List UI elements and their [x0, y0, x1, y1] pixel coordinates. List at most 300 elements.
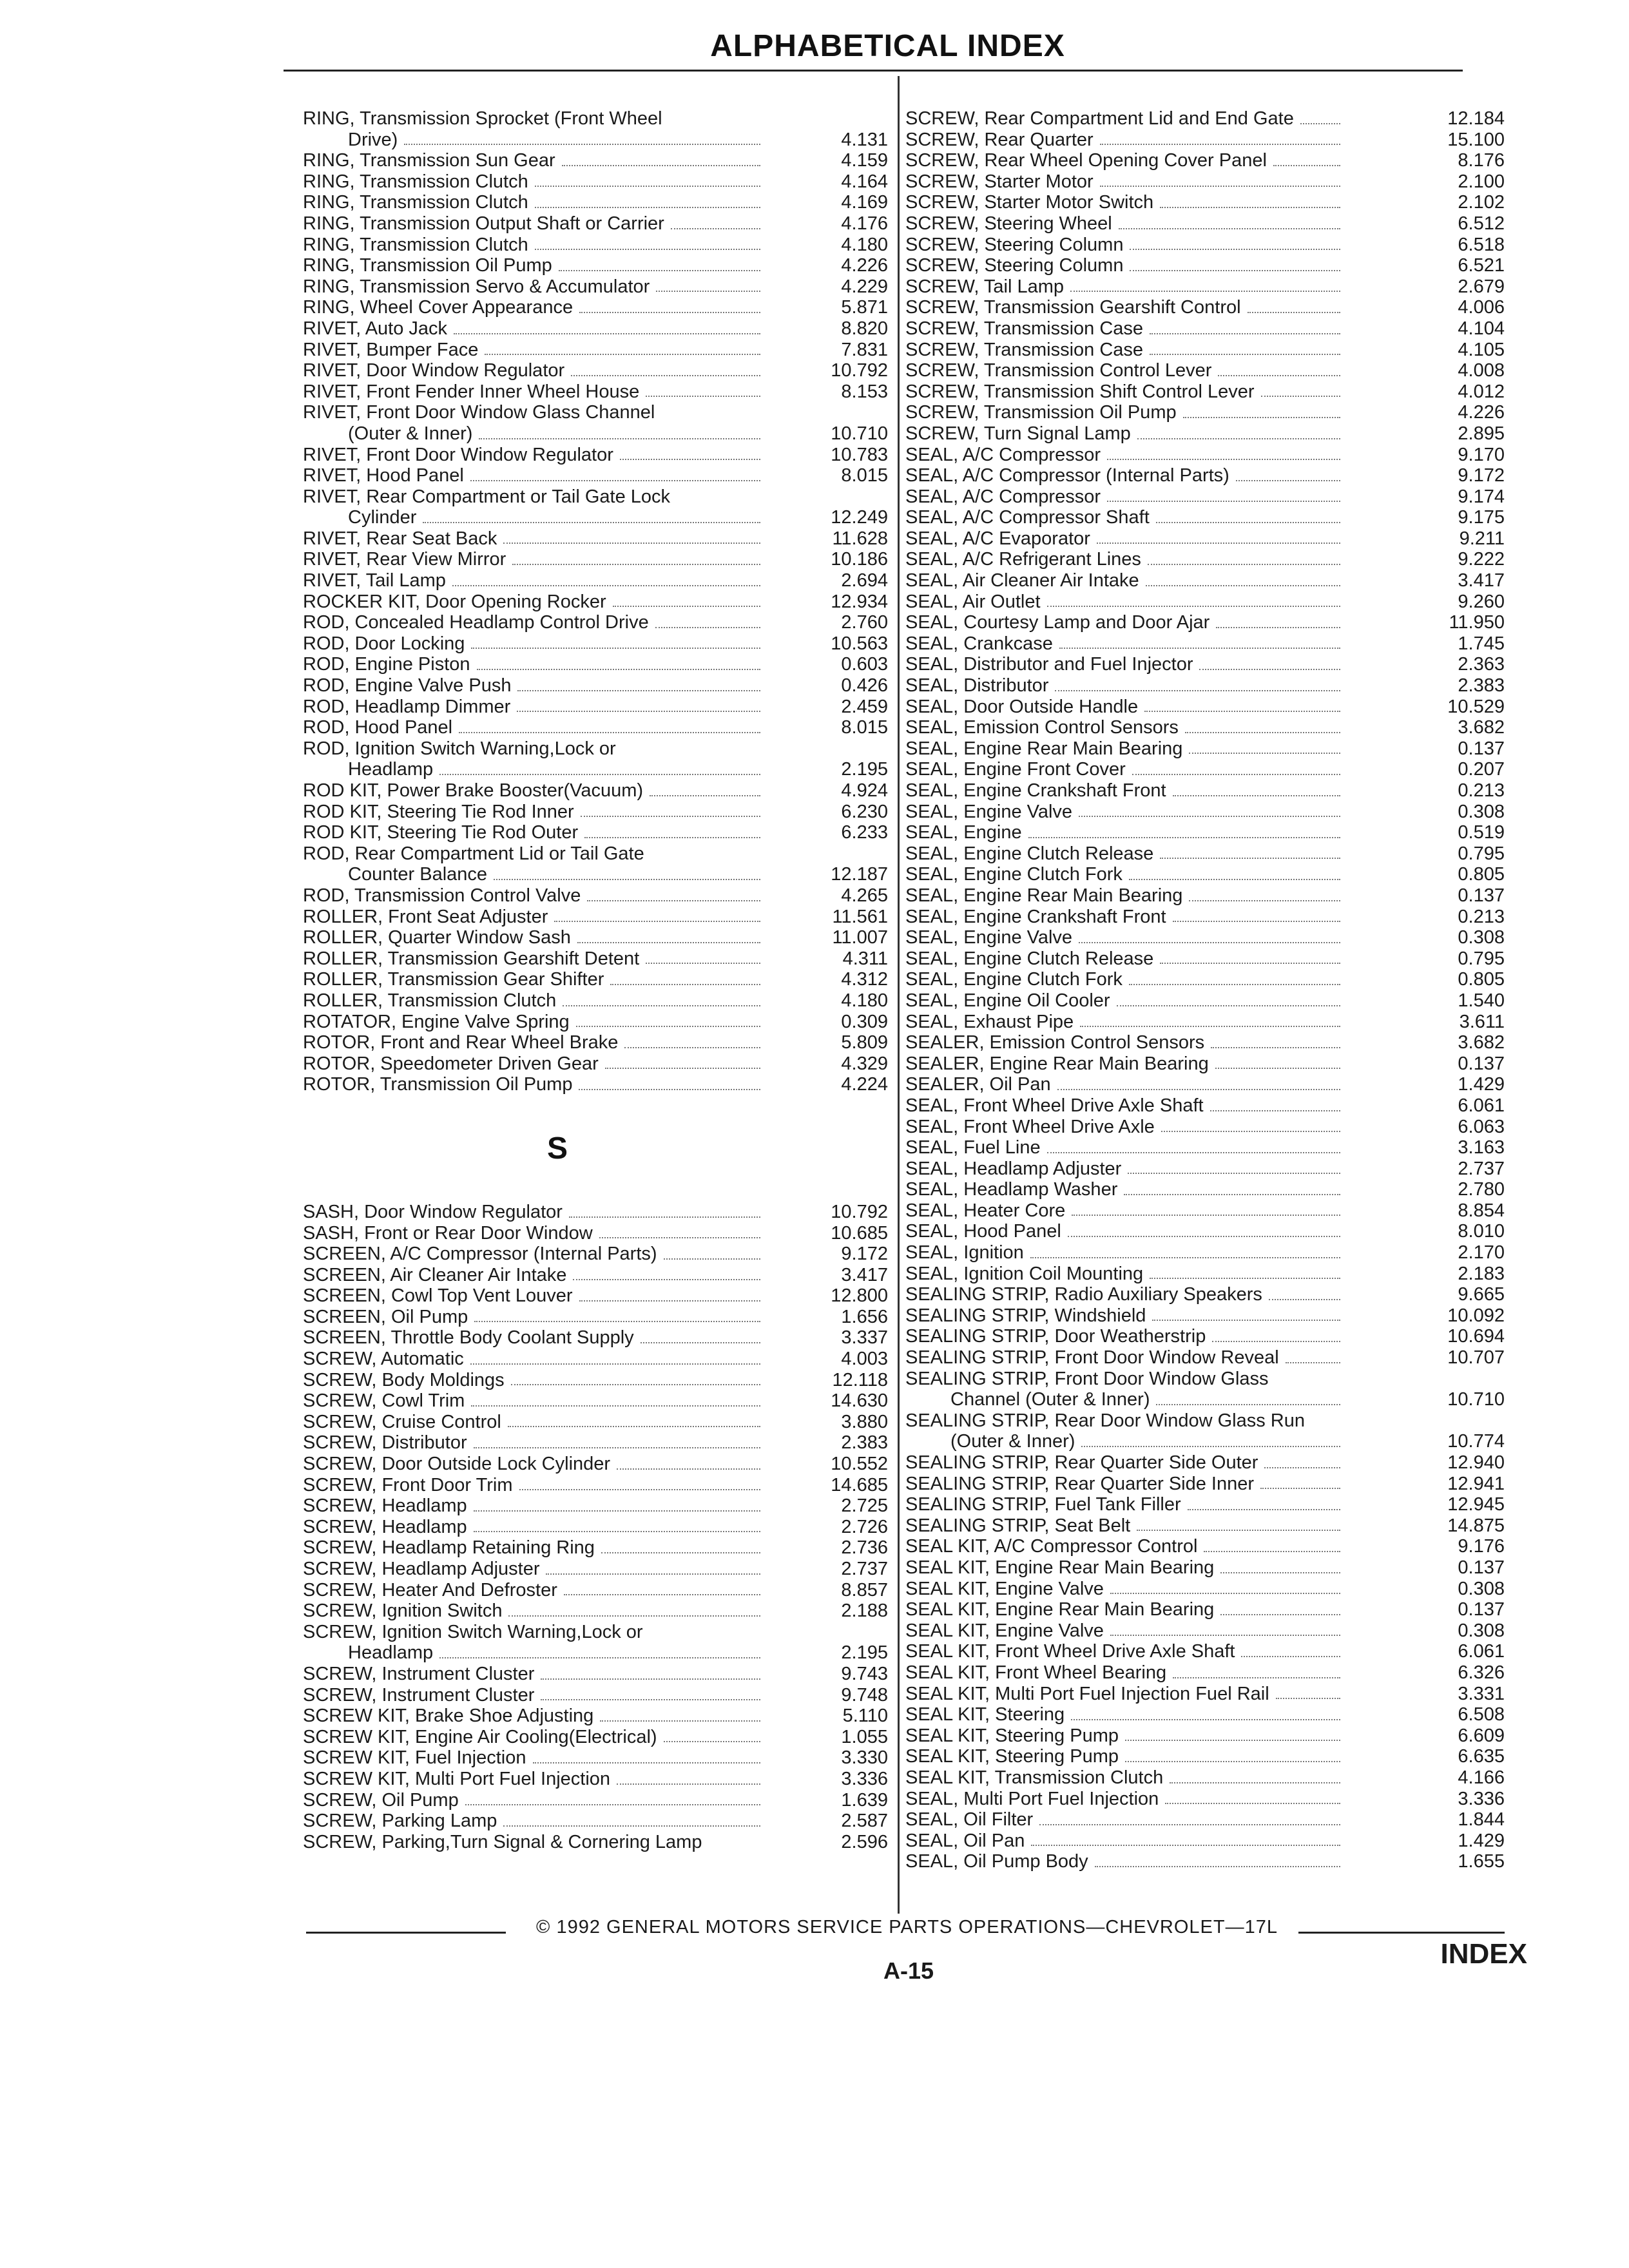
entry-page-ref: 9.748 [841, 1684, 888, 1706]
entry-name: ROLLER, Front Seat Adjuster [303, 906, 548, 927]
entry-page-ref: 6.326 [1458, 1662, 1505, 1683]
dot-leader [1030, 1257, 1340, 1258]
entry-page-ref: 10.774 [1447, 1431, 1505, 1452]
entry-page-ref: 4.164 [841, 171, 888, 192]
section-letter-s: S [546, 1131, 568, 1166]
index-entry [303, 907, 889, 928]
entry-name: ROD KIT, Power Brake Booster(Vacuum) [303, 780, 644, 801]
entry-page-ref: 12.934 [831, 591, 888, 612]
dot-leader [571, 375, 760, 376]
index-list-s-right [905, 108, 1511, 1872]
index-entry [905, 1137, 1511, 1158]
index-entry [905, 465, 1511, 486]
column-divider [898, 76, 900, 1914]
entry-name: SCREW, Distributor [303, 1432, 467, 1454]
entry-page-ref: 10.710 [831, 423, 888, 444]
entry-name: SEAL, Engine Clutch Fork [905, 969, 1123, 990]
entry-page-ref: 0.805 [1458, 864, 1505, 885]
entry-name-continuation: Channel (Outer & Inner) [950, 1389, 1150, 1410]
dot-leader [1215, 1068, 1340, 1069]
dot-leader [1236, 480, 1340, 481]
index-entry [303, 255, 889, 276]
index-entry [303, 213, 889, 235]
dot-leader [519, 1489, 760, 1490]
dot-leader [1160, 858, 1340, 859]
entry-name: ROTOR, Front and Rear Wheel Brake [303, 1032, 619, 1053]
entry-page-ref: 4.159 [841, 150, 888, 171]
entry-page-ref: 3.880 [841, 1411, 888, 1432]
entry-page-ref: 9.260 [1458, 591, 1505, 612]
index-entry [905, 1494, 1511, 1515]
entry-name: SCREW, Transmission Case [905, 318, 1144, 339]
index-entry [905, 192, 1511, 213]
entry-name: SCREW, Headlamp Retaining Ring [303, 1537, 595, 1559]
dot-leader [1146, 585, 1340, 586]
index-entry [905, 759, 1511, 780]
entry-page-ref: 12.945 [1447, 1494, 1505, 1515]
entry-page-ref: 11.007 [832, 927, 888, 948]
entry-page-ref: 10.694 [1447, 1326, 1505, 1347]
index-entry [905, 717, 1511, 738]
index-entry [303, 276, 889, 298]
entry-page-ref: 8.857 [841, 1579, 888, 1600]
entry-page-ref: 6.063 [1458, 1116, 1505, 1137]
index-entry [303, 1832, 889, 1853]
dot-leader [1173, 1677, 1340, 1678]
entry-name: SEAL, Engine Clutch Fork [905, 864, 1123, 885]
index-entry [905, 1599, 1511, 1620]
index-entry [905, 1221, 1511, 1242]
dot-leader [479, 438, 760, 439]
index-entry [303, 150, 889, 171]
entry-name-continuation: Cylinder [348, 507, 417, 528]
entry-name: SEAL, A/C Compressor [905, 486, 1101, 507]
dot-leader [1124, 1194, 1340, 1195]
index-entry [303, 1811, 889, 1832]
entry-name: SCREW, Automatic [303, 1349, 464, 1370]
index-entry [303, 528, 889, 550]
entry-name: RIVET, Tail Lamp [303, 570, 446, 591]
index-entry [905, 612, 1511, 633]
entry-page-ref: 5.809 [841, 1032, 888, 1053]
entry-page-ref: 2.383 [841, 1432, 888, 1454]
dot-leader [1160, 207, 1340, 208]
entry-name-continuation: (Outer & Inner) [950, 1431, 1075, 1452]
dot-leader [423, 522, 760, 523]
index-entry [303, 486, 889, 528]
dot-leader [541, 1699, 760, 1700]
dot-leader [1110, 1635, 1340, 1636]
entry-name: RING, Transmission Oil Pump [303, 255, 552, 276]
dot-leader [1189, 900, 1340, 901]
entry-name: SEAL KIT, Steering Pump [905, 1746, 1119, 1767]
entry-name: SCREW, Transmission Gearshift Control [905, 297, 1241, 318]
entry-name: SEAL, A/C Compressor Shaft [905, 507, 1150, 528]
index-entry [905, 528, 1511, 550]
dot-leader [584, 837, 760, 838]
index-entry [905, 1452, 1511, 1474]
entry-page-ref: 12.184 [1447, 108, 1505, 129]
index-entry [905, 130, 1511, 151]
entry-name: ROD KIT, Steering Tie Rod Outer [303, 822, 579, 843]
dot-leader [1264, 1467, 1340, 1468]
dot-leader [1132, 774, 1340, 775]
entry-page-ref: 12.187 [831, 864, 888, 885]
entry-page-ref: 11.561 [832, 906, 888, 927]
entry-page-ref: 10.092 [1447, 1305, 1505, 1326]
entry-page-ref: 9.222 [1458, 549, 1505, 570]
entry-page-ref: 3.611 [1459, 1011, 1505, 1032]
index-entry [905, 822, 1511, 843]
dot-leader [1100, 144, 1340, 145]
entry-page-ref: 1.540 [1458, 990, 1505, 1011]
entry-name: SEAL KIT, Steering Pump [905, 1725, 1119, 1746]
dot-leader [1028, 837, 1340, 838]
dot-leader [624, 1047, 760, 1048]
dot-leader [1144, 711, 1340, 712]
dot-leader [646, 963, 760, 964]
dot-leader [1107, 501, 1340, 502]
dot-leader [601, 1552, 760, 1553]
dot-leader [517, 690, 760, 691]
entry-page-ref: 6.609 [1458, 1725, 1505, 1746]
index-entry [905, 927, 1511, 948]
entry-page-ref: 0.426 [841, 675, 888, 697]
entry-name: ROLLER, Transmission Clutch [303, 990, 557, 1011]
dot-leader [1119, 228, 1340, 229]
entry-name: SEAL, A/C Compressor [905, 444, 1101, 465]
index-entry [303, 1790, 889, 1811]
index-entry [905, 1536, 1511, 1557]
entry-page-ref: 4.104 [1458, 318, 1505, 339]
index-entry [303, 1432, 889, 1454]
entry-page-ref: 12.800 [831, 1285, 888, 1307]
entry-name: SCREW, Headlamp Adjuster [303, 1559, 540, 1579]
index-entry [303, 591, 889, 613]
dot-leader [600, 1720, 760, 1722]
entry-name: SEAL KIT, Steering [905, 1704, 1065, 1725]
entry-name: SCREW, Headlamp [303, 1495, 467, 1517]
dot-leader [1130, 270, 1340, 271]
index-entry [905, 570, 1511, 591]
entry-name: SCREW, Heater And Defroster [303, 1579, 557, 1600]
entry-page-ref: 4.131 [841, 129, 888, 150]
entry-page-ref: 1.429 [1458, 1074, 1505, 1095]
entry-name: SCREW, Tail Lamp [905, 276, 1065, 297]
entry-page-ref: 5.110 [842, 1706, 888, 1727]
entry-name: SCREEN, Throttle Body Coolant Supply [303, 1327, 634, 1349]
entry-page-ref: 10.186 [831, 549, 888, 570]
entry-name: SEAL, Engine Valve [905, 801, 1073, 822]
entry-name: SEAL, Air Outlet [905, 591, 1041, 612]
entry-name: SEAL, Ignition Coil Mounting [905, 1263, 1144, 1284]
index-entry [905, 318, 1511, 340]
entry-name: RIVET, Front Door Window Glass Channel [303, 402, 655, 423]
dot-leader [535, 186, 760, 187]
index-entry [905, 1557, 1511, 1579]
entry-name-continuation: Drive) [348, 129, 398, 150]
index-entry [303, 1307, 889, 1328]
entry-page-ref: 12.941 [1447, 1473, 1505, 1494]
dot-leader [605, 1068, 760, 1069]
entry-name-continuation: Headlamp [348, 759, 434, 780]
entry-page-ref: 0.308 [1458, 927, 1505, 948]
right-column [905, 108, 1511, 1872]
dot-leader [1173, 795, 1340, 796]
entry-name: SEAL, Front Wheel Drive Axle Shaft [905, 1095, 1204, 1116]
index-entry [905, 1515, 1511, 1537]
entry-page-ref: 8.015 [841, 465, 888, 486]
index-entry [905, 1369, 1511, 1410]
dot-leader [1125, 1740, 1340, 1741]
entry-name-continuation: (Outer & Inner) [348, 423, 473, 444]
entry-name: RING, Transmission Clutch [303, 192, 528, 213]
entry-name: SCREW KIT, Brake Shoe Adjusting [303, 1706, 594, 1727]
entry-page-ref: 6.521 [1458, 255, 1505, 276]
entry-page-ref: 4.226 [1458, 402, 1505, 423]
entry-page-ref: 3.330 [841, 1747, 888, 1769]
entry-name: RING, Transmission Servo & Accumulator [303, 276, 650, 297]
entry-page-ref: 15.100 [1447, 129, 1505, 150]
entry-name: SEAL KIT, Front Wheel Drive Axle Shaft [905, 1641, 1235, 1662]
page-number: A-15 [883, 1957, 934, 1984]
entry-name: SEAL, Fuel Line [905, 1137, 1041, 1158]
dot-leader [1057, 1089, 1340, 1090]
entry-page-ref: 2.100 [1458, 171, 1505, 192]
index-entry [303, 465, 889, 486]
entry-name: RING, Transmission Clutch [303, 171, 528, 192]
entry-page-ref: 4.312 [841, 969, 888, 990]
dot-leader [656, 291, 760, 292]
index-entry [905, 780, 1511, 802]
index-list-r [303, 108, 889, 1095]
entry-name: SEALING STRIP, Windshield [905, 1305, 1146, 1326]
index-entry [905, 1851, 1511, 1872]
entry-name: SCREW KIT, Multi Port Fuel Injection [303, 1768, 611, 1789]
index-entry [303, 297, 889, 318]
dot-leader [404, 144, 760, 145]
dot-leader [562, 165, 760, 166]
index-entry [905, 360, 1511, 381]
index-entry [905, 171, 1511, 193]
index-entry [303, 192, 889, 213]
index-entry [905, 340, 1511, 361]
entry-name: RING, Transmission Sun Gear [303, 150, 555, 171]
dot-leader [1137, 438, 1340, 439]
index-entry [303, 802, 889, 823]
entry-page-ref: 9.211 [1459, 528, 1505, 549]
index-entry [303, 927, 889, 948]
index-entry [303, 318, 889, 340]
index-entry [905, 1746, 1511, 1767]
entry-page-ref: 3.336 [1458, 1788, 1505, 1809]
dot-leader [1129, 879, 1340, 880]
dot-leader [1150, 354, 1340, 355]
entry-name: ROLLER, Transmission Gearshift Detent [303, 948, 640, 969]
entry-name: SCREW, Starter Motor [905, 171, 1094, 192]
entry-name: SEALER, Engine Rear Main Bearing [905, 1053, 1209, 1074]
index-entry [905, 864, 1511, 885]
entry-page-ref: 2.725 [841, 1495, 888, 1517]
entry-name: SCREW, Front Door Trim [303, 1474, 513, 1495]
index-entry [303, 1244, 889, 1265]
index-entry [905, 990, 1511, 1012]
dot-leader [1210, 1110, 1340, 1111]
entry-name: SCREW, Oil Pump [303, 1789, 459, 1811]
entry-name: SCREW, Cruise Control [303, 1411, 501, 1432]
dot-leader [1128, 1173, 1340, 1174]
dot-leader [1150, 1278, 1340, 1279]
entry-page-ref: 0.603 [841, 654, 888, 675]
index-entry [303, 1454, 889, 1475]
index-entry [905, 549, 1511, 570]
entry-page-ref: 4.924 [841, 780, 888, 801]
dot-leader [1173, 921, 1340, 922]
entry-page-ref: 14.875 [1447, 1515, 1505, 1536]
entry-page-ref: 9.170 [1458, 444, 1505, 465]
entry-page-ref: 2.459 [841, 696, 888, 717]
entry-name: SCREW, Door Outside Lock Cylinder [303, 1454, 611, 1475]
entry-page-ref: 2.195 [841, 1642, 888, 1664]
entry-page-ref: 4.226 [841, 255, 888, 276]
entry-name: SEAL, Oil Pan [905, 1830, 1025, 1851]
dot-leader [573, 1279, 760, 1280]
index-entry [303, 360, 889, 381]
entry-page-ref: 10.552 [831, 1454, 888, 1475]
entry-page-ref: 0.213 [1458, 780, 1505, 801]
entry-name: ROTOR, Transmission Oil Pump [303, 1074, 573, 1095]
entry-page-ref: 8.820 [841, 318, 888, 339]
dot-leader [569, 1216, 760, 1218]
index-entry [905, 1347, 1511, 1369]
entry-name: RING, Transmission Output Shaft or Carrier [303, 213, 664, 234]
dot-leader [655, 627, 760, 628]
entry-name: SCREW, Parking Lamp [303, 1811, 497, 1832]
index-entry [905, 1012, 1511, 1033]
index-entry [905, 1242, 1511, 1264]
entry-name: SCREW, Transmission Shift Control Lever [905, 381, 1255, 402]
dot-leader [1100, 186, 1340, 187]
dot-leader [664, 1741, 760, 1742]
index-entry [905, 1789, 1511, 1810]
entry-page-ref: 4.311 [842, 948, 888, 969]
entry-name: ROD, Engine Valve Push [303, 675, 512, 697]
index-entry [905, 1579, 1511, 1600]
entry-name: ROTATOR, Engine Valve Spring [303, 1011, 570, 1032]
index-entry [303, 402, 889, 444]
dot-leader [617, 1783, 760, 1785]
index-entry [303, 1580, 889, 1601]
entry-page-ref: 2.188 [841, 1600, 888, 1622]
entry-name: SEAL, Oil Pump Body [905, 1851, 1088, 1872]
index-entry [905, 1074, 1511, 1095]
entry-name: ROLLER, Quarter Window Sash [303, 927, 571, 948]
dot-leader [1039, 1824, 1340, 1825]
index-entry [905, 948, 1511, 970]
entry-page-ref: 8.176 [1458, 150, 1505, 171]
index-entry [303, 1537, 889, 1559]
entry-name: SEAL, Engine Rear Main Bearing [905, 738, 1183, 759]
entry-page-ref: 6.061 [1458, 1641, 1505, 1662]
index-entry [905, 213, 1511, 235]
index-list-s-left [303, 1202, 889, 1852]
dot-leader [1156, 522, 1340, 523]
dot-leader [471, 1405, 760, 1407]
dot-leader [559, 270, 760, 271]
dot-leader [577, 942, 760, 943]
dot-leader [620, 459, 760, 460]
dot-leader [1218, 375, 1340, 376]
dot-leader [1125, 1761, 1340, 1762]
index-entry [905, 255, 1511, 276]
entry-name: ROD, Engine Piston [303, 654, 470, 675]
dot-leader [533, 1762, 760, 1763]
entry-page-ref: 6.061 [1458, 1095, 1505, 1116]
index-entry [905, 1200, 1511, 1222]
dot-leader [1047, 1152, 1340, 1153]
entry-name: SEAL, Engine Crankshaft Front [905, 906, 1166, 927]
index-entry [303, 1495, 889, 1517]
dot-leader [503, 1825, 760, 1827]
dot-leader [671, 228, 760, 229]
dot-leader [439, 1657, 760, 1658]
index-entry [905, 1053, 1511, 1075]
index-entry [303, 1265, 889, 1286]
dot-leader [1261, 396, 1340, 397]
index-entry [303, 843, 889, 885]
dot-leader [1110, 1593, 1340, 1594]
page-title: ALPHABETICAL INDEX [710, 29, 1065, 63]
entry-page-ref: 3.682 [1458, 1032, 1505, 1053]
entry-page-ref: 9.176 [1458, 1536, 1505, 1557]
index-entry [303, 1622, 889, 1664]
dot-leader [1276, 1698, 1340, 1699]
index-entry [905, 1809, 1511, 1831]
entry-page-ref: 10.707 [1447, 1347, 1505, 1369]
entry-page-ref: 2.895 [1458, 423, 1505, 444]
dot-leader [503, 543, 760, 544]
footer-rule-right [1298, 1932, 1505, 1934]
entry-name: SEALING STRIP, Radio Auxiliary Speakers [905, 1284, 1262, 1305]
index-entry [303, 1012, 889, 1033]
entry-page-ref: 1.844 [1458, 1809, 1505, 1831]
dot-leader [1095, 1866, 1340, 1867]
entry-page-ref: 0.805 [1458, 969, 1505, 990]
index-entry [303, 445, 889, 466]
entry-page-ref: 4.329 [841, 1053, 888, 1074]
dot-leader [474, 1531, 760, 1532]
index-entry [905, 1326, 1511, 1347]
index-entry [905, 1662, 1511, 1684]
index-entry [905, 675, 1511, 697]
entry-name: SEAL, Oil Filter [905, 1809, 1034, 1831]
dot-leader [1165, 1803, 1340, 1804]
entry-name: SEAL KIT, Transmission Clutch [905, 1767, 1164, 1788]
index-entry [303, 1285, 889, 1307]
entry-page-ref: 3.337 [841, 1327, 888, 1349]
index-entry [905, 1831, 1511, 1852]
entry-name: SEALING STRIP, Seat Belt [905, 1515, 1131, 1536]
entry-page-ref: 2.195 [841, 759, 888, 780]
entry-name: RIVET, Rear Compartment or Tail Gate Lock [303, 486, 671, 507]
dot-leader [1148, 564, 1340, 565]
entry-name: SCREW, Rear Compartment Lid and End Gate [905, 108, 1294, 129]
entry-page-ref: 4.180 [841, 990, 888, 1011]
index-entry [303, 822, 889, 843]
entry-name: SEAL, Ignition [905, 1242, 1024, 1264]
entry-page-ref: 6.230 [841, 801, 888, 822]
dot-leader [1300, 123, 1340, 124]
